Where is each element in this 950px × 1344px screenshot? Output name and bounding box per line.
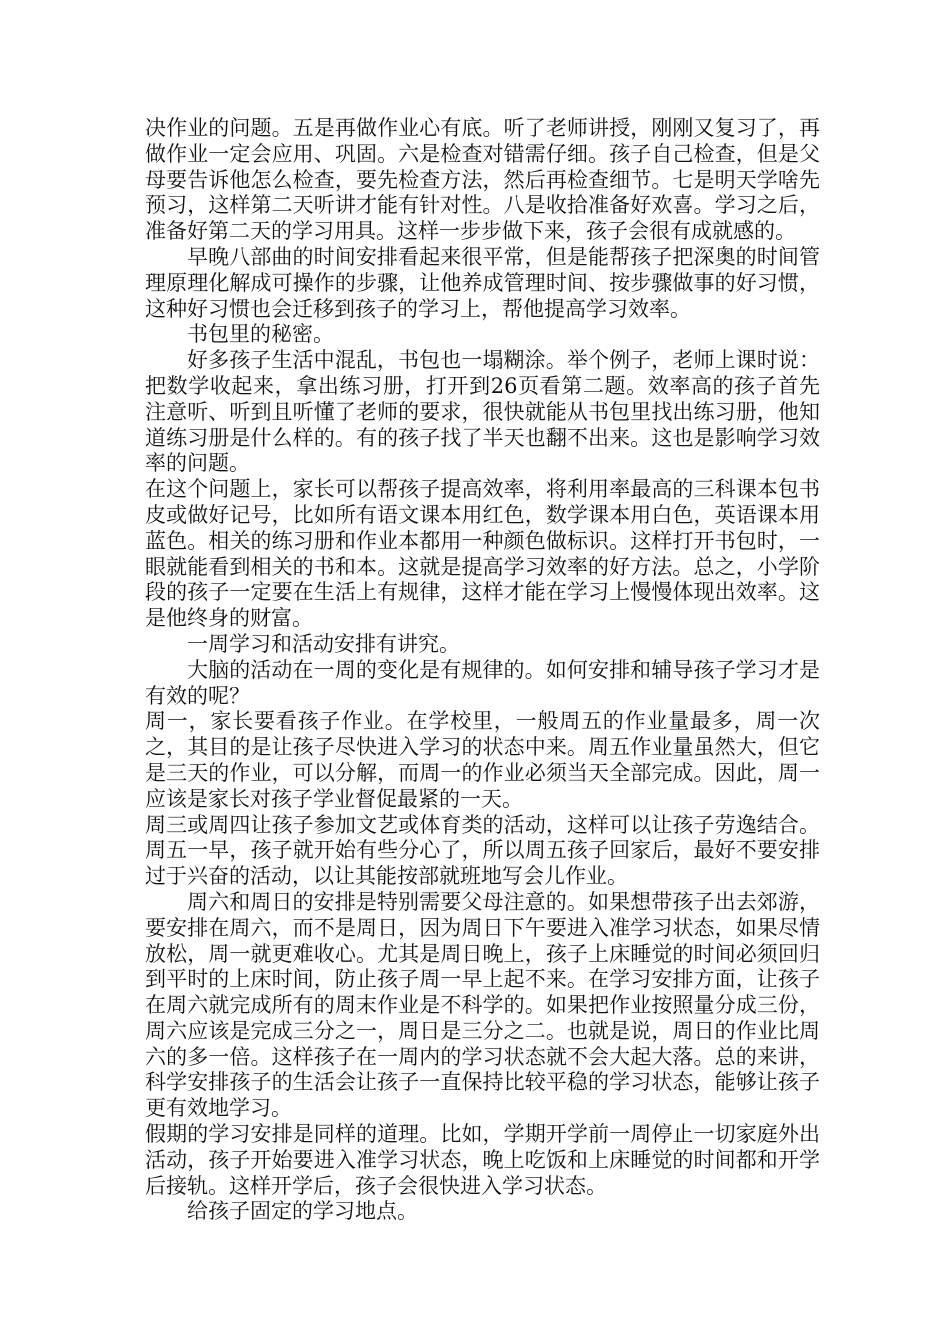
section-heading-weekly-plan: 一周学习和活动安排有讲究。 bbox=[187, 631, 460, 656]
paragraph-eight-steps-summary: 早晚八部曲的时间安排看起来很平常，但是能帮孩子把深奥的时间管理原理化解成可操作的步骤，让他养成管理时间、按步骤做事的好习惯，这种好习惯也会迁移到孩子的学习上，帮他提高学习效率。 bbox=[145, 244, 820, 321]
section-heading-study-place: 给孩子固定的学习地点。 bbox=[187, 1199, 418, 1224]
paragraph-schoolbag-method: 在这个问题上，家长可以帮孩子提高效率，将利用率最高的三科课本包书皮或做好记号，比如所有语文课本用红色，数学课本用白色，英语课本用蓝色。相关的练习册和作业本都用一种颜色做标识。这样打开书包时，一眼就能看到相关的书和本。这就是提高学习效率的好方法。总之，小学阶段的孩子一定要在生活上有规律，这样才能在学习上慢慢体现出效率。这是他终身的财富。 bbox=[145, 477, 820, 631]
paragraph-homework-steps: 决作业的问题。五是再做作业心有底。听了老师讲授，刚刚又复习了，再做作业一定会应用、巩固。六是检查对错需仔细。孩子自己检查，但是父母要告诉他怎么检查，要先检查方法，然后再检查细节。七是明天学啥先预习，这样第二天听讲才能有针对性。八是收拾准备好欢喜。学习之后，准备好第二天的学习用具。这样一步步做下来，孩子会很有成就感的。 bbox=[145, 116, 820, 244]
paragraph-brain-weekly: 大脑的活动在一周的变化是有规律的。如何安排和辅导孩子学习才是有效的呢？ bbox=[145, 657, 820, 708]
paragraph-monday: 周一，家长要看孩子作业。在学校里，一般周五的作业量最多，周一次之，其目的是让孩子尽快进入学习的状态中来。周五作业量虽然大，但它是三天的作业，可以分解，而周一的作业必须当天全部完成。因此，周一应该是家长对孩子学业督促最紧的一天。 bbox=[145, 709, 820, 811]
paragraph-weekend: 周六和周日的安排是特别需要父母注意的。如果想带孩子出去郊游，要安排在周六，而不是周日，因为周日下午要进入准学习状态，如果尽情放松，周一就更难收心。尤其是周日晚上，孩子上床睡觉的时间必须回归到平时的上床时间，防止孩子周一早上起不来。在学习安排方面，让孩子在周六就完成所有的周末作业是不科学的。如果把作业按照量分成三份，周六应该是完成三分之一，周日是三分之二。也就是说，周日的作业比周六的多一倍。这样孩子在一周内的学习状态就不会大起大落。总的来讲，科学安排孩子的生活会让孩子一直保持比较平稳的学习状态，能够让孩子更有效地学习。 bbox=[145, 889, 820, 1121]
document-body bbox=[145, 116, 820, 1225]
section-heading-schoolbag: 书包里的秘密。 bbox=[187, 322, 334, 347]
paragraph-wednesday-friday: 周三或周四让孩子参加文艺或体育类的活动，这样可以让孩子劳逸结合。周五一早，孩子就开始有些分心了，所以周五孩子回家后，最好不要安排过于兴奋的活动，以让其能按部就班地写会儿作业。 bbox=[145, 812, 820, 889]
paragraph-holiday: 假期的学习安排是同样的道理。比如，学期开学前一周停止一切家庭外出活动，孩子开始要进入准学习状态，晚上吃饭和上床睡觉的时间都和开学后接轨。这样开学后，孩子会很快进入学习状态。 bbox=[145, 1122, 820, 1198]
paragraph-schoolbag-example: 好多孩子生活中混乱，书包也一塌糊涂。举个例子，老师上课时说：把数学收起来，拿出练习册，打开到26页看第二题。效率高的孩子首先注意听、听到且听懂了老师的要求，很快就能从书包里找出练习册，他知道练习册是什么样的。有的孩子找了半天也翻不出来。这也是影响学习效率的问题。 bbox=[145, 348, 820, 476]
